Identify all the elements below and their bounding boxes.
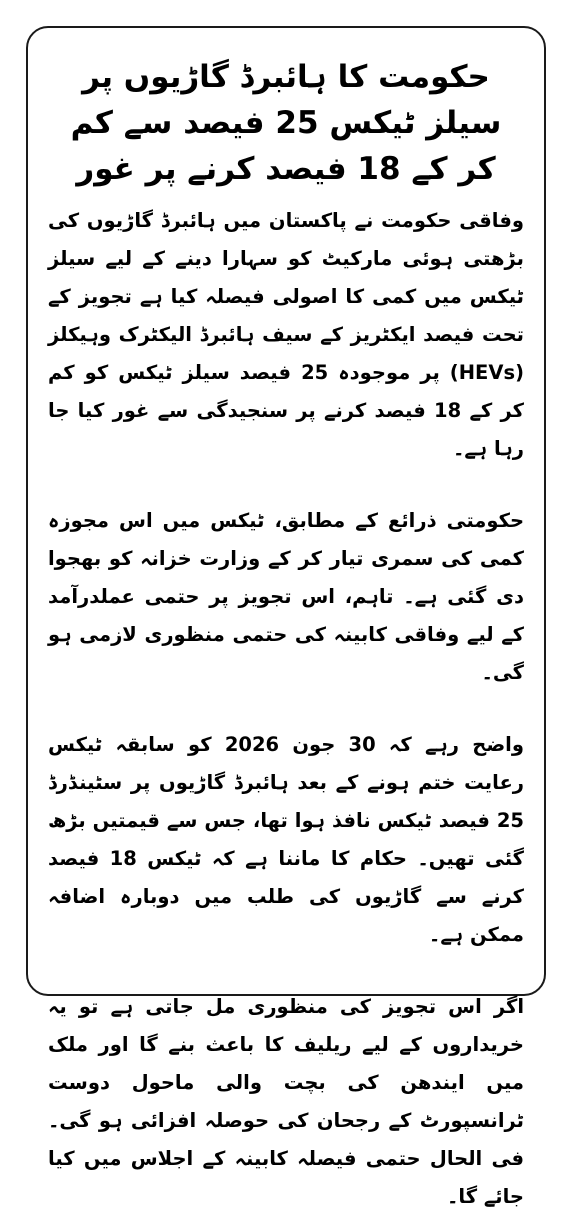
paragraph-gap — [48, 468, 524, 502]
article-card — [26, 26, 546, 1208]
paragraph-gap — [48, 692, 524, 726]
article-paragraph-3: واضح رہے کہ 30 جون 2026 کو سابقہ ٹیکس رعایت ختم ہونے کے بعد ہائبرڈ گاڑیوں پر سٹینڈرڈ 25 فیصد ٹیکس نافذ ہوا تھا، جس سے قیمتیں بڑھ گئی تھیں۔ حکام کا ماننا ہے کہ ٹیکس 18 فیصد کرنے سے گاڑیوں کی طلب میں دوبارہ اضافہ ممکن ہے۔ — [48, 733, 524, 946]
paragraph-gap — [48, 954, 524, 988]
article-paragraph-4: اگر اس تجویز کی منظوری مل جاتی ہے تو یہ خریداروں کے لیے ریلیف کا باعث بنے گا اور ملک میں ایندھن کی بچت والی ماحول دوست ٹرانسپورٹ کے رجحان کی حوصلہ افزائی ہو گی۔ فی الحال حتمی فیصلہ کابینہ کے اجلاس میں کیا جائے گا۔ — [48, 995, 524, 1208]
article-paragraph-2: حکومتی ذرائع کے مطابق، ٹیکس میں اس مجوزہ کمی کی سمری تیار کر کے وزارت خزانہ کو بھجوا دی گئی ہے۔ تاہم، اس تجویز پر حتمی عملدرآمد کے لیے وفاقی کابینہ کی حتمی منظوری لازمی ہو گی۔ — [48, 509, 524, 684]
article-headline: حکومت کا ہائبرڈ گاڑیوں پر سیلز ٹیکس 25 فیصد سے کم کر کے 18 فیصد کرنے پر غور — [70, 59, 502, 187]
article-paragraph-1: وفاقی حکومت نے پاکستان میں ہائبرڈ گاڑیوں کی بڑھتی ہوئی مارکیٹ کو سہارا دینے کے لیے سیلز ٹیکس میں کمی کا اصولی فیصلہ کیا ہے تجویز کے تحت فیصد ایکٹریز کے سیف ہائبرڈ الیکٹرک وہیکلز (HEVs) پر موجودہ 25 فیصد سیلز ٹیکس کو کم کر کے 18 فیصد کرنے پر سنجیدگی سے غور کیا جا رہا ہے۔ — [48, 209, 524, 460]
